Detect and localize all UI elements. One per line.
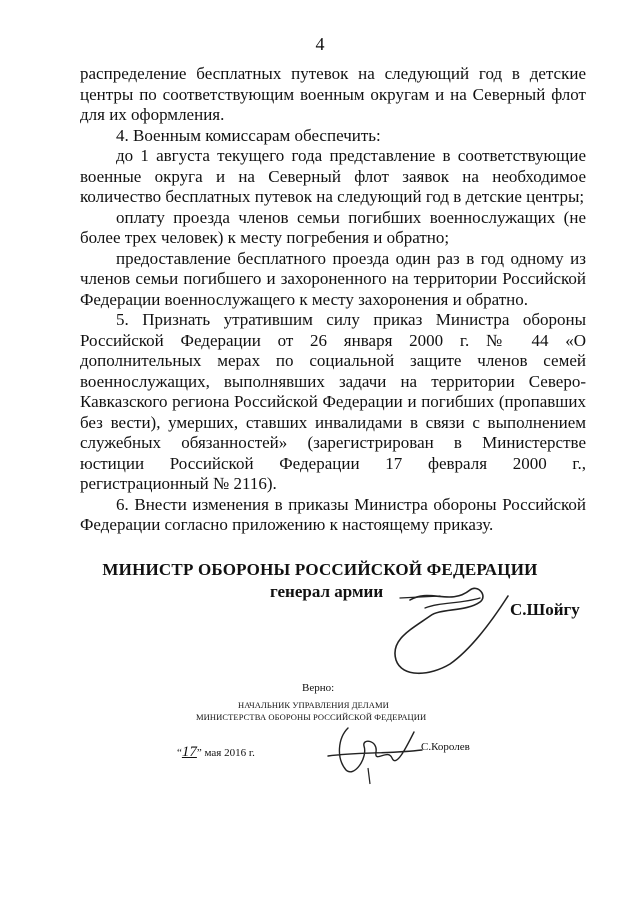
paragraph: 4. Военным комиссарам обеспечить: xyxy=(116,125,381,145)
page-number: 4 xyxy=(315,34,325,54)
certifier-position-line-1: НАЧАЛЬНИК УПРАВЛЕНИЯ ДЕЛАМИ xyxy=(238,700,389,710)
certifier-name: С.Королев xyxy=(421,741,470,753)
paragraph: 5. Признать утратившим силу приказ Министра обороны Российской Федерации от 26 января 2000 г. № 44 «О дополнительных мерах по социальной защите членов семей военнослужащих, выполнявших задачи на территории Северо-Кавказского региона Российской Федерации и погибших (пропавших без вести), умерших, ставших инвалидами в связи с выполнением служебных обязанностей» (зарегистрирован в Министерстве юстиции Российской Федерации 17 февраля 2000 г., регистрационный № 2116). xyxy=(80,310,586,493)
certification-date: “17” мая 2016 г. xyxy=(177,744,255,760)
paragraph: оплату проезда членов семьи погибших военнослужащих (не более трех человек) к месту погребения и обратно; xyxy=(80,207,586,247)
date-month-year: мая 2016 г. xyxy=(204,747,255,759)
signatory-rank: генерал армии xyxy=(270,582,384,601)
certification-label: Верно: xyxy=(302,682,335,694)
signatory-title: МИНИСТР ОБОРОНЫ РОССИЙСКОЙ ФЕДЕРАЦИИ xyxy=(102,560,538,579)
handwritten-signature-certifier xyxy=(318,718,428,788)
signatory-name: С.Шойгу xyxy=(510,600,580,619)
date-day: 17 xyxy=(181,744,197,760)
paragraph: 6. Внести изменения в приказы Министра обороны Российской Федерации согласно приложению к настоящему приказу. xyxy=(80,494,586,534)
paragraph: до 1 августа текущего года представление в соответствующие военные округа и на Северный флот заявок на необходимое количество бесплатных путевок на следующий год в детские центры; xyxy=(80,146,586,206)
order-body-text xyxy=(80,64,586,536)
certifier-position-line-2: МИНИСТЕРСТВА ОБОРОНЫ РОССИЙСКОЙ ФЕДЕРАЦИИ xyxy=(196,712,427,722)
handwritten-signature-minister xyxy=(370,578,520,688)
paragraph: предоставление бесплатного проезда один раз в год одному из членов семьи погибшего и захороненного на территории Российской Федерации военнослужащего к месту захоронения и обратно. xyxy=(80,248,586,309)
paragraph: распределение бесплатных путевок на следующий год в детские центры по соответствующим военным округам и на Северный флот для их оформления. xyxy=(80,64,586,124)
